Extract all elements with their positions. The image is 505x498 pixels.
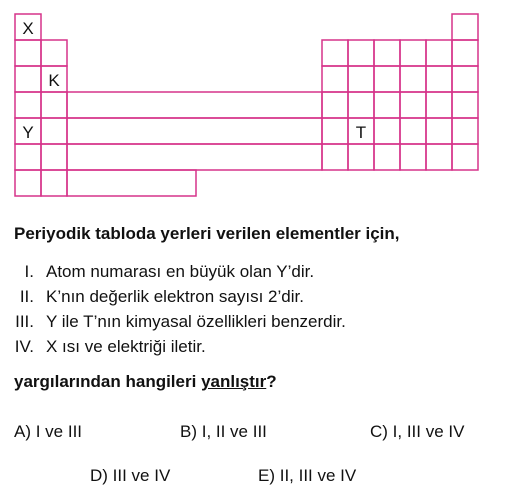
table-cell: [322, 40, 348, 66]
statement-number: I.: [24, 262, 34, 281]
statement-number: II.: [19, 287, 34, 306]
table-cell: [452, 144, 478, 170]
statement-text: K’nın değerlik elektron sayısı 2’dir.: [46, 287, 304, 306]
option-c[interactable]: C) I, III ve IV: [370, 422, 465, 441]
element-y-label: Y: [22, 123, 34, 142]
ask-underlined: yanlıştır: [201, 372, 267, 391]
statement-text: X ısı ve elektriği iletir.: [46, 337, 206, 356]
table-cell: [322, 144, 348, 170]
table-cell: [400, 118, 426, 144]
option-d[interactable]: D) III ve IV: [90, 466, 171, 485]
table-cell: [400, 92, 426, 118]
table-cell: [426, 40, 452, 66]
table-cell: [374, 92, 400, 118]
table-cell: [15, 92, 41, 118]
table-cell: [426, 144, 452, 170]
table-cell: [348, 66, 374, 92]
element-k-label: K: [48, 71, 60, 90]
table-cell: [452, 40, 478, 66]
table-cell: [374, 118, 400, 144]
table-cell: [15, 40, 41, 66]
ask-prefix: yargılarından hangileri: [14, 372, 202, 391]
table-cell: [41, 144, 67, 170]
table-cell: [67, 144, 322, 170]
table-cell: [348, 144, 374, 170]
table-cell: [67, 118, 322, 144]
table-cell: [374, 66, 400, 92]
table-cell: [67, 92, 322, 118]
periodic-table-diagram: [0, 0, 505, 200]
table-cell: [41, 40, 67, 66]
table-cell: [348, 92, 374, 118]
statement-number: III.: [15, 312, 34, 331]
table-cell: [322, 66, 348, 92]
table-cell: [400, 144, 426, 170]
table-cell: [322, 118, 348, 144]
statement-number: IV.: [14, 337, 34, 356]
table-cell: [374, 40, 400, 66]
table-cell: [15, 66, 41, 92]
table-cell: [322, 92, 348, 118]
element-t-label: T: [355, 123, 367, 142]
table-cell: [348, 40, 374, 66]
ask-text: [14, 372, 277, 392]
table-cell: [15, 144, 41, 170]
table-cell: [15, 170, 41, 196]
option-e[interactable]: E) II, III ve IV: [258, 466, 357, 485]
table-cell: [426, 66, 452, 92]
option-a[interactable]: A) I ve III: [14, 422, 83, 441]
table-cell: [452, 66, 478, 92]
statement-text: Atom numarası en büyük olan Y’dir.: [46, 262, 315, 281]
table-cell: [374, 144, 400, 170]
table-cell: [41, 170, 67, 196]
statement-text: Y ile T’nın kimyasal özellikleri benzerdir.: [46, 312, 346, 331]
table-cell: [452, 14, 478, 40]
table-cell: [452, 92, 478, 118]
table-cell: [67, 170, 196, 196]
element-x-label: X: [22, 19, 34, 38]
ask-suffix: ?: [266, 372, 277, 391]
table-cell: [400, 40, 426, 66]
option-b[interactable]: B) I, II ve III: [180, 422, 267, 441]
table-cell: [452, 118, 478, 144]
table-cell: [41, 92, 67, 118]
table-cell: [426, 92, 452, 118]
table-cell: [400, 66, 426, 92]
question-text: Periyodik tabloda yerleri verilen elementler için,: [14, 224, 400, 243]
table-cell: [426, 118, 452, 144]
table-cell: [41, 118, 67, 144]
